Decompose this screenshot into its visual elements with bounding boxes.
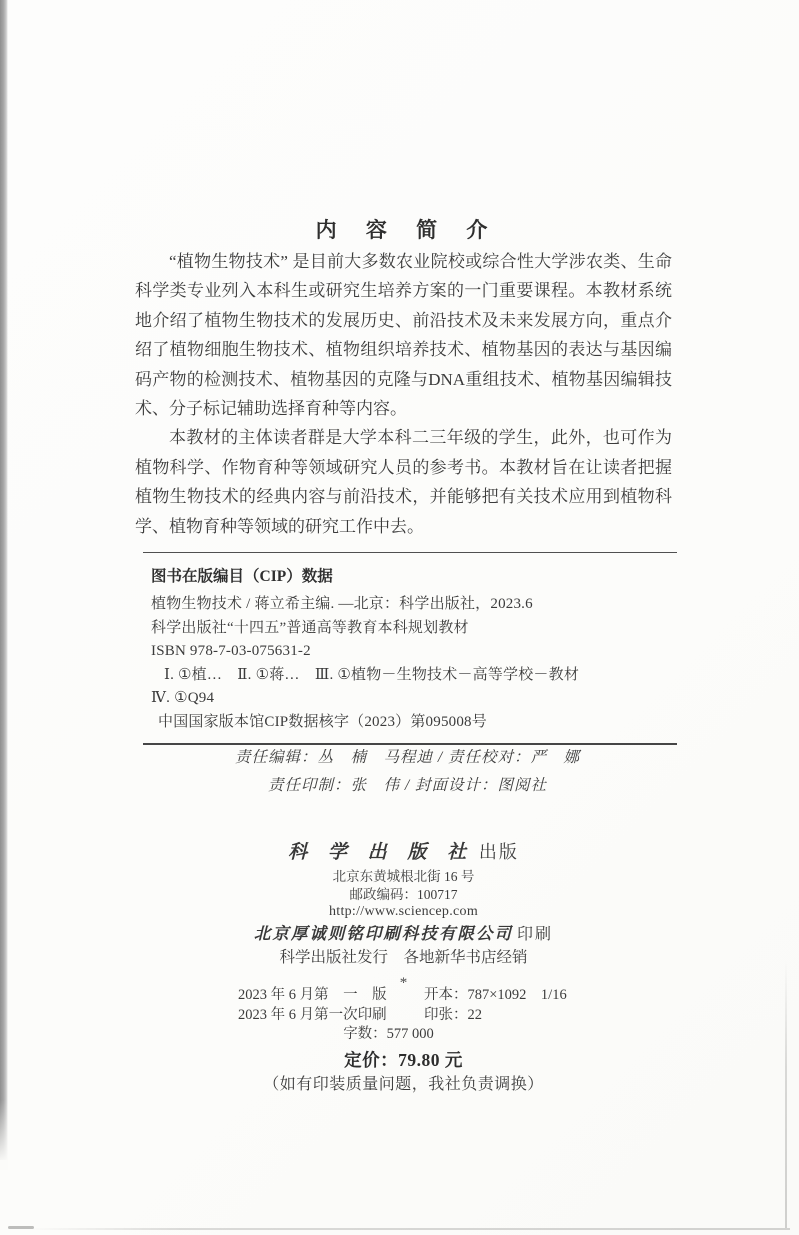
credits-editing-line: 责任编辑：丛 楠 马程迪 / 责任校对：严 娜 (234, 749, 581, 766)
cip-line-series: 科学出版社“十四五”普通高等教育本科规划教材 (151, 619, 469, 636)
word-count: 字数：577 000 (343, 1026, 434, 1042)
printing-date: 2023 年 6 月第一次印刷 (238, 1006, 387, 1023)
publisher-name: 科 学 出 版 社 (288, 842, 475, 863)
staff-credits (135, 744, 680, 800)
print-info-block (135, 986, 672, 1096)
cip-top-rule (143, 552, 677, 553)
publisher-website: http://www.sciencep.com (328, 904, 479, 919)
summary-paragraph-1: “植物生物技术” 是目前大多数农业院校或综合性大学涉农类、生命科学类专业列入本科生或研究生培养方案的一门重要课程。本教材系统地介绍了植物生物技术的发展历史、前沿技术及未来发展方向，重点介绍了植物细胞生物技术、植物组织培养技术、植物基因的表达与基因编码产物的检测技术、植物基因的克隆与DNA重组技术、植物基因编辑技术、分子标记辅助选择育种等内容。 (135, 252, 672, 419)
summary-body (135, 247, 672, 541)
format-spec: 开本：787×1092 1/16 (424, 987, 567, 1003)
printing-row (135, 1006, 672, 1026)
summary-paragraph-2: 本教材的主体读者群是大学本科二三年级的学生，此外，也可作为植物科学、作物育种等领域研究人员的参考书。本教材旨在让读者把握植物生物技术的经典内容与前沿技术，并能够把有关技术应用到植物科学、植物育种等领域的研究工作中去。 (135, 428, 672, 536)
distribution-line: 科学出版社发行 各地新华书店经销 (279, 949, 528, 966)
printer-name: 北京厚诚则铭印刷科技有限公司 (253, 924, 513, 943)
publisher-block (135, 840, 672, 995)
separator-asterisk: * (399, 975, 408, 991)
price: 定价：79.80 元 (344, 1049, 463, 1070)
publisher-address: 北京东黄城根北街 16 号 (332, 869, 475, 884)
cip-line-isbn: ISBN 978-7-03-075631-2 (151, 643, 311, 659)
sheet-count: 印张：22 (424, 1006, 482, 1023)
publisher-name-line (135, 840, 672, 865)
cip-line-classification-2: Ⅳ. ①Q94 (151, 690, 215, 706)
cip-title: 图书在版编目（CIP）数据 (151, 568, 333, 585)
edition-row (135, 986, 672, 1006)
credits-printing-line: 责任印制：张 伟 / 封面设计：图阅社 (267, 777, 548, 794)
cip-block (143, 552, 677, 745)
publisher-name-suffix: 出版 (478, 842, 519, 862)
printer-suffix: 印刷 (517, 926, 554, 943)
quality-note: （如有印装质量问题，我社负责调换） (263, 1075, 544, 1093)
cip-content (143, 564, 677, 734)
cip-line-record-number: 中国国家版本馆CIP数据核字（2023）第095008号 (158, 713, 487, 730)
printer-line (135, 922, 672, 946)
summary-title: 内 容 简 介 (315, 218, 492, 242)
cip-line-title-statement: 植物生物技术 / 蒋立希主编. —北京：科学出版社，2023.6 (151, 596, 533, 612)
cip-line-classification-1: Ⅰ. ①植… Ⅱ. ①蒋… Ⅲ. ①植物－生物技术－高等学校－教材 (164, 666, 580, 683)
edition-date: 2023 年 6 月第 一 版 (238, 987, 387, 1003)
publisher-postcode: 邮政编码：100717 (349, 887, 458, 902)
